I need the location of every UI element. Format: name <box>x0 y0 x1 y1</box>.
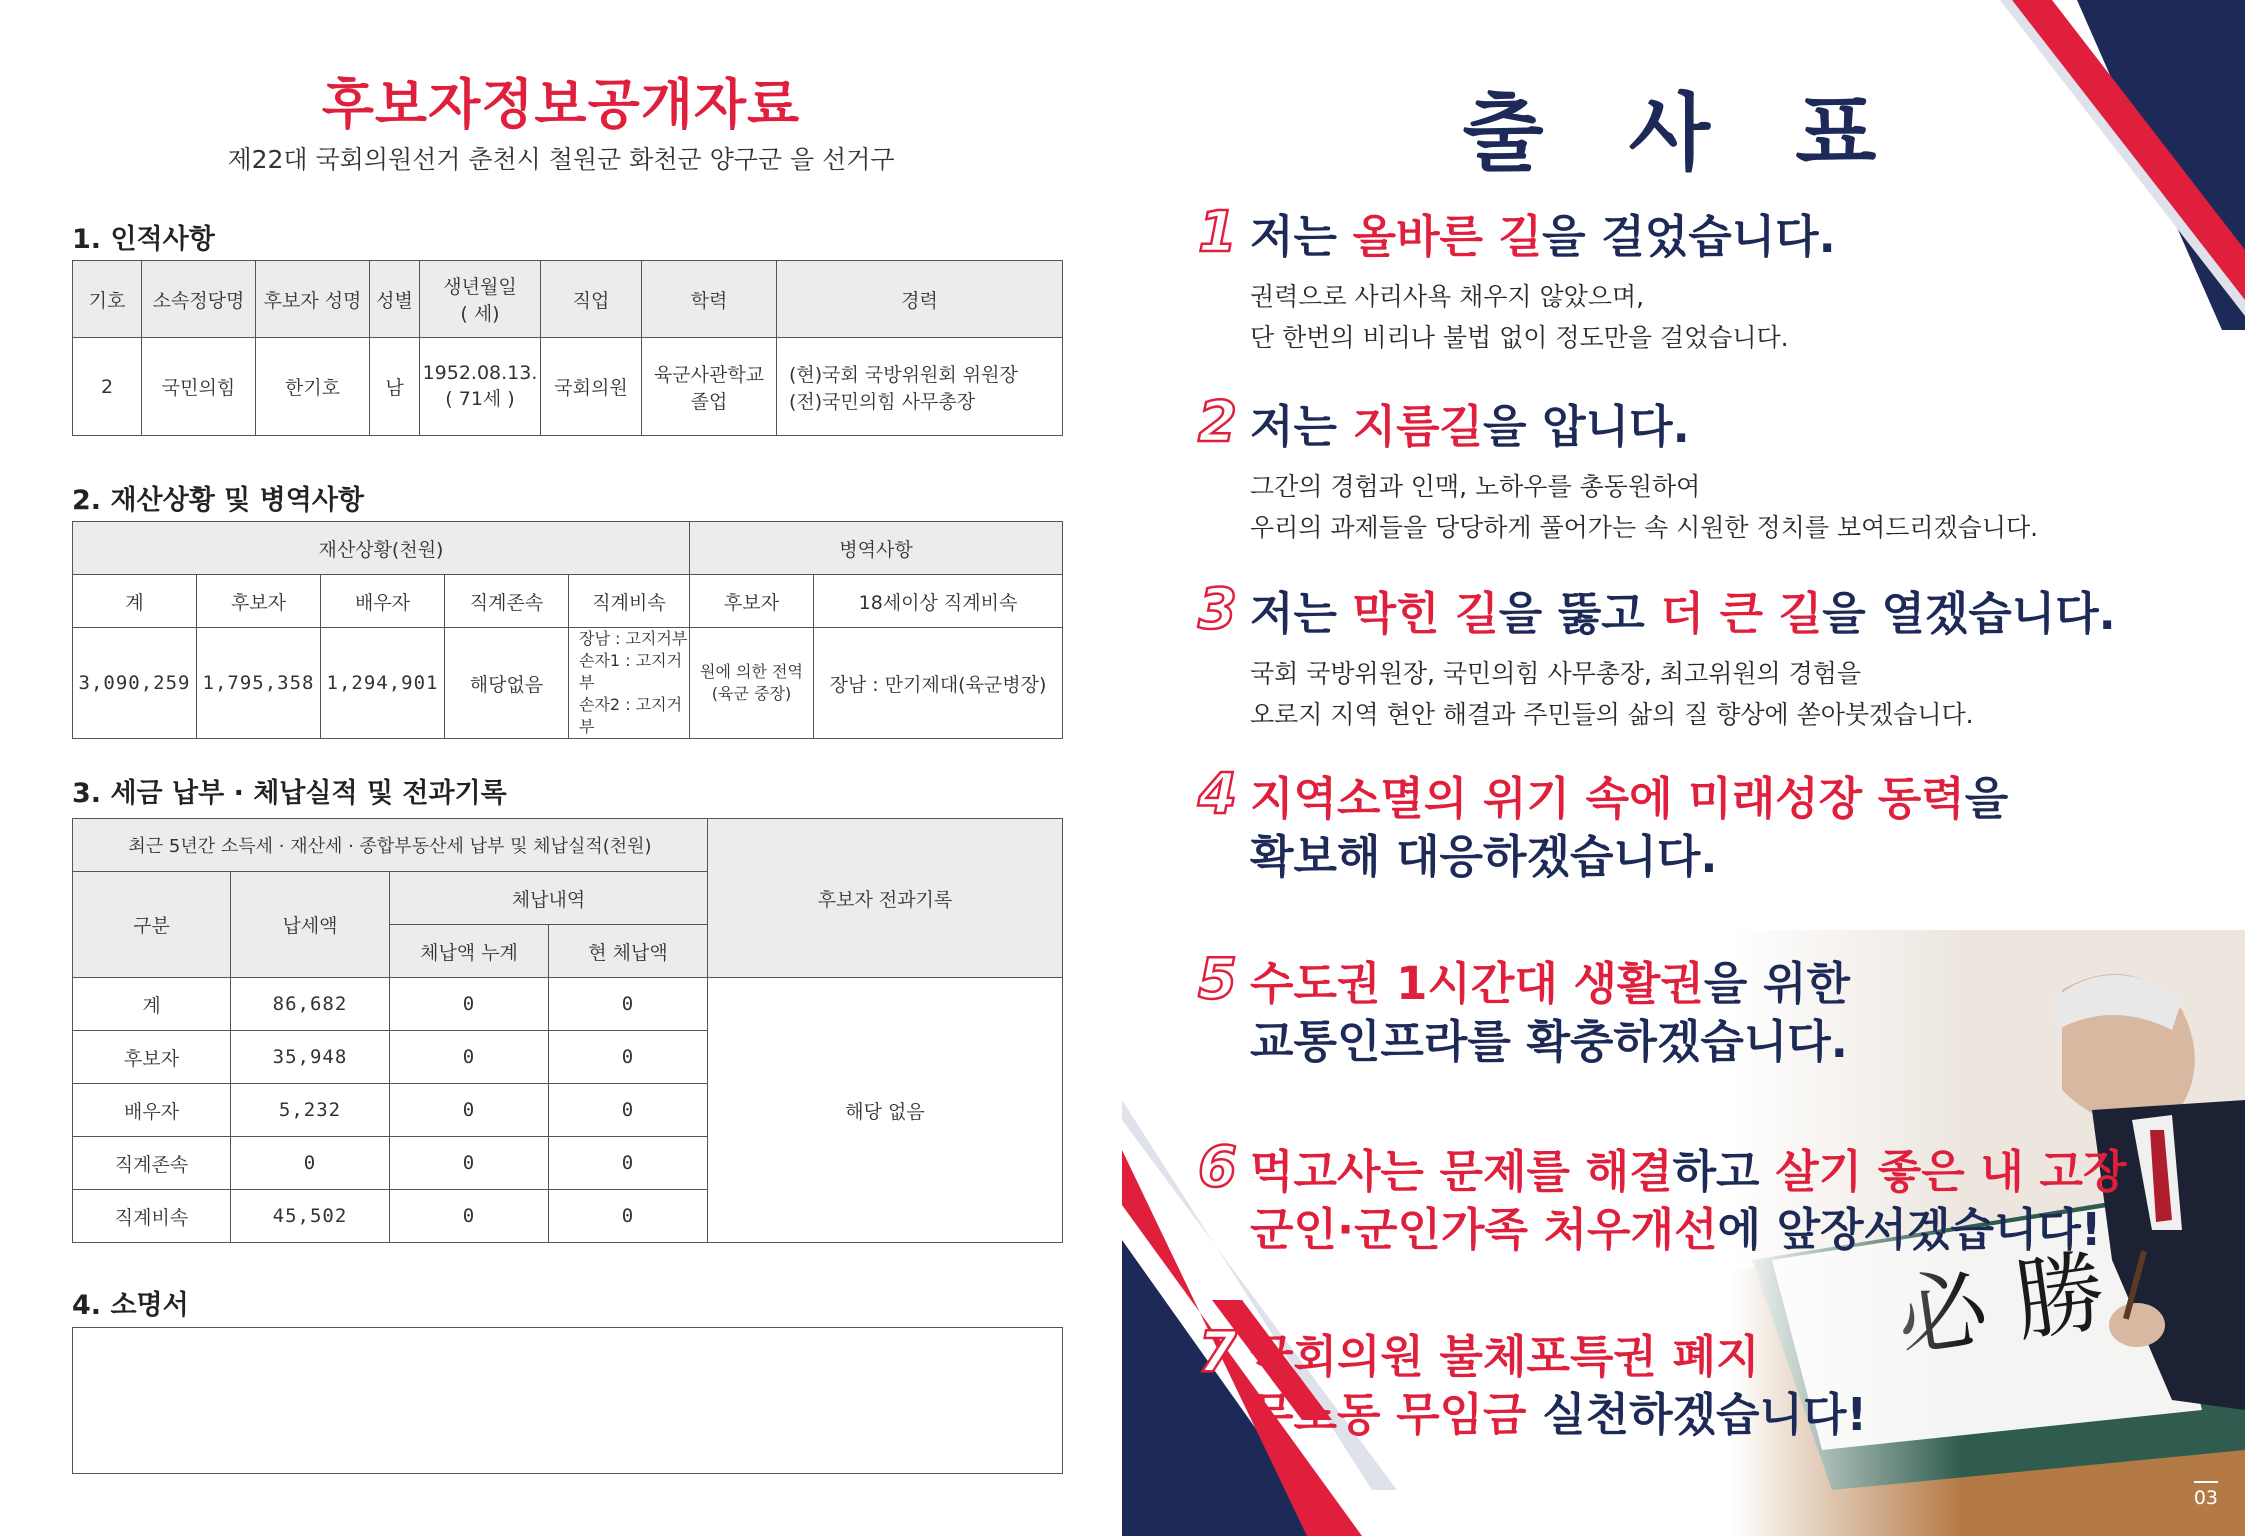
cell-category: 계 <box>73 978 231 1031</box>
pledge-item <box>1198 200 2210 358</box>
pledge-headline <box>1250 1328 2210 1386</box>
section-heading-assets: 2. 재산상황 및 병역사항 <box>72 485 364 516</box>
headline-highlight: 수도권 1시간대 생활권 <box>1250 957 1704 1010</box>
header-cell: 18세이상 직계비속 <box>814 575 1063 628</box>
header-cell: 후보자 성명 <box>256 261 370 338</box>
birth-header-line1: 생년월일 <box>443 276 517 298</box>
cell-arrears-total: 0 <box>390 1190 549 1243</box>
headline-highlight: 살기 좋은 내 고장 <box>1775 1145 2127 1198</box>
cell-arrears-total: 0 <box>390 1137 549 1190</box>
pledge-description <box>1250 276 2210 358</box>
description-line: 단 한번의 비리나 불법 없이 정도만을 걸었습니다. <box>1250 323 1789 352</box>
pledge-title: 출 사 표 <box>1462 84 1905 182</box>
header-cell: 재산상황(천원) <box>73 522 690 575</box>
pledge-headline <box>1250 770 2210 828</box>
education-line: 육군사관학교 <box>653 363 765 386</box>
education-line: 졸업 <box>690 390 728 413</box>
cell-birth <box>420 338 541 436</box>
statement-box <box>72 1327 1063 1474</box>
header-cell: 직계존속 <box>445 575 569 628</box>
headline-highlight: 지름길 <box>1352 400 1484 453</box>
cell-paid: 0 <box>231 1137 390 1190</box>
cell-paid: 5,232 <box>231 1084 390 1137</box>
table-group-header-row <box>73 522 1063 575</box>
pledge-headline <box>1250 398 2210 456</box>
headline-text: 을 열겠습니다. <box>1822 587 2116 640</box>
headline-highlight: 국회의원 불체포특권 폐지 <box>1250 1330 1760 1383</box>
cell-spouse: 1,294,901 <box>321 628 445 739</box>
pledge-headline <box>1250 1386 2210 1444</box>
descendant-line: 손자2 : 고지거부 <box>579 695 683 736</box>
headline-text: 을 걸었습니다. <box>1542 210 1836 263</box>
military-line: 원에 의한 전역 <box>700 662 803 681</box>
headline-highlight: 무노동 무임금 <box>1250 1388 1527 1441</box>
header-cell: 후보자 <box>690 575 814 628</box>
description-line: 권력으로 사리사욕 채우지 않았으며, <box>1250 282 1645 311</box>
descendant-line: 장남 : 고지거부 <box>579 629 688 648</box>
tax-table <box>72 818 1063 1243</box>
header-cell: 직업 <box>541 261 642 338</box>
cell-paid: 35,948 <box>231 1031 390 1084</box>
cell-career <box>777 338 1063 436</box>
cell-paid: 86,682 <box>231 978 390 1031</box>
headline-highlight: 올바른 길 <box>1352 210 1543 263</box>
table-row <box>73 628 1063 739</box>
cell-arrears-current: 0 <box>549 978 708 1031</box>
header-cell: 후보자 <box>197 575 321 628</box>
section-heading-tax: 3. 세금 납부 · 체납실적 및 전과기록 <box>72 778 507 809</box>
description-line: 오로지 지역 현안 해결과 주민들의 삶의 질 향상에 쏟아붓겠습니다. <box>1250 700 1974 729</box>
cell-name: 한기호 <box>256 338 370 436</box>
pledge-number: 7 <box>1198 1320 1237 1385</box>
cell-criminal-record: 해당 없음 <box>708 978 1063 1243</box>
cell-arrears-total: 0 <box>390 1084 549 1137</box>
pledge-item <box>1198 1320 2210 1444</box>
pledge-headline <box>1250 1013 2210 1071</box>
cell-party: 국민의힘 <box>142 338 256 436</box>
cell-category: 직계존속 <box>73 1137 231 1190</box>
pledge-headline <box>1250 208 2210 266</box>
cell-descendants <box>569 628 690 739</box>
table-group-header-row <box>73 819 1063 872</box>
description-line: 국회 국방위원장, 국민의힘 사무총장, 최고위원의 경험을 <box>1250 659 1862 688</box>
pledge-number: 2 <box>1198 390 1237 455</box>
header-cell: 학력 <box>642 261 777 338</box>
header-cell: 현 체납액 <box>549 925 708 978</box>
pledge-item <box>1198 947 2210 1071</box>
header-cell: 최근 5년간 소득세 · 재산세 · 종합부동산세 납부 및 체납실적(천원) <box>73 819 708 872</box>
header-cell: 기호 <box>73 261 142 338</box>
cell-arrears-current: 0 <box>549 1190 708 1243</box>
header-cell: 후보자 전과기록 <box>708 819 1063 978</box>
headline-text: 교통인프라를 확충하겠습니다. <box>1250 1015 1848 1068</box>
cell-number: 2 <box>73 338 142 436</box>
header-cell: 경력 <box>777 261 1063 338</box>
pledge-number: 3 <box>1198 577 1237 642</box>
headline-text: 저는 <box>1250 210 1353 263</box>
cell-arrears-total: 0 <box>390 1031 549 1084</box>
section-heading-personal: 1. 인적사항 <box>72 224 215 255</box>
cell-arrears-current: 0 <box>549 1031 708 1084</box>
pledge-item <box>1198 1135 2210 1259</box>
pledge-page <box>1122 0 2245 1536</box>
header-cell <box>420 261 541 338</box>
cell-ascendants: 해당없음 <box>445 628 569 739</box>
headline-text: 저는 <box>1250 587 1353 640</box>
birth-header-line2: ( 세) <box>460 303 500 325</box>
header-cell: 직계비속 <box>569 575 690 628</box>
headline-highlight: 먹고사는 문제를 해결 <box>1250 1145 1673 1198</box>
cell-category: 배우자 <box>73 1084 231 1137</box>
table-header-row <box>73 261 1063 338</box>
page-number: 03 <box>2194 1481 2218 1509</box>
birth-age: ( 71세 ) <box>445 388 515 410</box>
cell-total: 3,090,259 <box>73 628 197 739</box>
table-row <box>73 338 1063 436</box>
headline-text: 에 앞장서겠습니다! <box>1717 1203 2102 1256</box>
section-heading-statement: 4. 소명서 <box>72 1290 189 1321</box>
cell-category: 후보자 <box>73 1031 231 1084</box>
header-cell: 구분 <box>73 872 231 978</box>
pledge-number: 4 <box>1198 762 1237 827</box>
cell-job: 국회의원 <box>541 338 642 436</box>
candidate-info-page <box>0 0 1122 1536</box>
pledge-headline <box>1250 955 2210 1013</box>
cell-arrears-current: 0 <box>549 1137 708 1190</box>
military-line: (육군 중장) <box>711 684 792 703</box>
headline-text: 을 <box>1964 772 2009 825</box>
description-line: 우리의 과제들을 당당하게 풀어가는 속 시원한 정치를 보여드리겠습니다. <box>1250 513 2039 542</box>
pledge-headline <box>1250 585 2210 643</box>
header-cell: 배우자 <box>321 575 445 628</box>
headline-highlight: 막힌 길 <box>1352 587 1499 640</box>
header-cell: 계 <box>73 575 197 628</box>
pledge-item <box>1198 577 2210 735</box>
headline-highlight: 더 큰 길 <box>1660 587 1823 640</box>
header-cell: 소속정당명 <box>142 261 256 338</box>
pledge-description <box>1250 466 2210 548</box>
assets-table <box>72 521 1063 739</box>
personal-info-table <box>72 260 1063 436</box>
page-title: 후보자정보공개자료 <box>321 73 801 136</box>
pledge-description <box>1250 653 2210 735</box>
headline-text: 하고 <box>1672 1145 1776 1198</box>
pledge-number: 5 <box>1198 947 1237 1012</box>
headline-text: 저는 <box>1250 400 1353 453</box>
cell-category: 직계비속 <box>73 1190 231 1243</box>
pledge-number: 6 <box>1198 1135 1237 1200</box>
cell-gender: 남 <box>370 338 420 436</box>
headline-text: 확보해 대응하겠습니다. <box>1250 830 1718 883</box>
cell-paid: 45,502 <box>231 1190 390 1243</box>
career-line: (현)국회 국방위원회 위원장 <box>789 363 1018 386</box>
headline-text: 을 압니다. <box>1483 400 1690 453</box>
cell-military-children: 장남 : 만기제대(육군병장) <box>814 628 1063 739</box>
headline-highlight: 지역소멸의 위기 속에 미래성장 동력 <box>1250 772 1965 825</box>
header-cell: 체납내역 <box>390 872 708 925</box>
pledge-headline <box>1250 1143 2210 1201</box>
headline-text: 실천하겠습니다! <box>1526 1388 1867 1441</box>
description-line: 그간의 경험과 인맥, 노하우를 총동원하여 <box>1250 472 1701 501</box>
cell-education <box>642 338 777 436</box>
cell-candidate: 1,795,358 <box>197 628 321 739</box>
table-header-row <box>73 575 1063 628</box>
cell-arrears-current: 0 <box>549 1084 708 1137</box>
pledge-number: 1 <box>1198 200 1237 265</box>
header-cell: 병역사항 <box>690 522 1063 575</box>
cell-military-candidate <box>690 628 814 739</box>
page-subtitle: 제22대 국회의원선거 춘천시 철원군 화천군 양구군 을 선거구 <box>227 145 895 174</box>
descendant-line: 손자1 : 고지거부 <box>579 651 683 692</box>
pledge-headline <box>1250 1201 2210 1259</box>
header-cell: 성별 <box>370 261 420 338</box>
headline-highlight: 군인·군인가족 처우개선 <box>1250 1203 1718 1256</box>
table-row <box>73 978 1063 1031</box>
headline-text: 을 위한 <box>1703 957 1850 1010</box>
career-line: (전)국민의힘 사무총장 <box>789 390 976 413</box>
pledge-headline <box>1250 828 2210 886</box>
cell-arrears-total: 0 <box>390 978 549 1031</box>
header-cell: 납세액 <box>231 872 390 978</box>
pledge-item <box>1198 390 2210 548</box>
pledge-item <box>1198 762 2210 886</box>
headline-text: 을 뚫고 <box>1498 587 1661 640</box>
header-cell: 체납액 누계 <box>390 925 549 978</box>
birth-date: 1952.08.13. <box>422 362 538 384</box>
